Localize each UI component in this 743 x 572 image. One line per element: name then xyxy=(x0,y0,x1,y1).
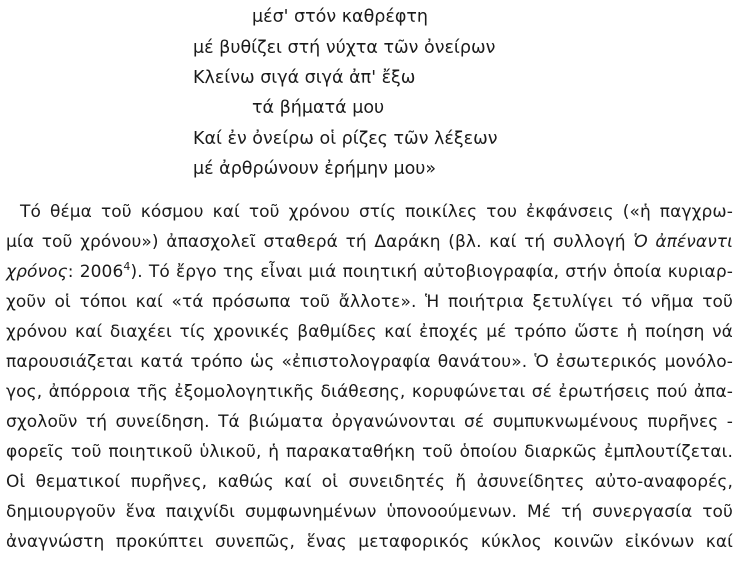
prose-line-3 xyxy=(6,260,733,282)
prose-line-12: ἀναγνώστη προκύπτει συνεπῶς, ἕνας μεταφορικός κύκλος κοινῶν εἰκόνων καί xyxy=(6,532,733,552)
prose-line-2-text: μία τοῦ χρόνου») ἀπασχολεῖ σταθερά τή Δαράκη (βλ. καί τή συλλογή xyxy=(6,232,626,252)
prose-line-9: φορεῖς τοῦ ποιητικοῦ ὑλικοῦ, ἡ παρακαταθήκη τοῦ ὁποίου διαρκῶς ἐμπλουτίζεται. xyxy=(6,442,733,462)
book-title-part-2: χρόνος xyxy=(6,262,68,282)
book-title-part-1: Ὁ ἀπέναντι xyxy=(633,232,733,252)
prose-line-7: γος, ἀπόρροια τῆς ἐξομολογητικῆς διάθεσης, κορυφώνεται σέ ἐρωτήσεις πού ἀπα- xyxy=(6,382,733,402)
prose-line-10: Οἱ θεματικοί πυρῆνες, καθώς καί οἱ συνειδητές ἤ ἀσυνείδητες αὐτο-αναφορές, xyxy=(6,472,733,492)
publication-year: : 2006 xyxy=(67,262,124,282)
prose-line-2 xyxy=(6,234,733,251)
poem-line-3: Κλείνω σιγά σιγά ἀπ' ἔξω xyxy=(193,68,416,88)
poem-line-1: μέσ' στόν καθρέφτη xyxy=(252,7,429,27)
prose-line-4: χοῦν οἱ τόποι καί «τά πρόσωπα τοῦ ἄλλοτε». Ἡ ποιήτρια ξετυλίγει τό νῆμα τοῦ xyxy=(6,292,733,312)
poem-line-6: μέ ἀρθρώνουν ἐρήμην μου» xyxy=(193,159,437,179)
prose-line-6: παρουσιάζεται κατά τρόπο ὡς «ἐπιστολογραφία θανάτου». Ὁ ἐσωτερικός μονόλο- xyxy=(6,352,733,372)
footnote-marker: 4 xyxy=(123,260,131,273)
poem-line-5: Καί ἐν ὀνείρω οἱ ρίζες τῶν λέξεων xyxy=(193,129,498,149)
prose-line-5: χρόνου καί διαχέει τίς χρονικές βαθμίδες καί ἐποχές μέ τρόπο ὥστε ἡ ποίηση νά xyxy=(6,322,733,342)
prose-line-1: Τό θέμα τοῦ κόσμου καί τοῦ χρόνου στίς ποικίλες του ἐκφάνσεις («ἡ παγχρω- xyxy=(20,202,733,222)
prose-line-11: δημιουργοῦν ἕνα παιχνίδι συμφωνημένων ὑπονοούμενων. Μέ τή συνεργασία τοῦ xyxy=(6,502,733,522)
prose-line-3-text: ). Τό ἔργο της εἶναι μιά ποιητική αὐτοβιογραφία, στήν ὁποία κυριαρ- xyxy=(130,262,733,282)
poem-line-2: μέ βυθίζει στή νύχτα τῶν ὀνείρων xyxy=(193,38,496,58)
prose-line-8: σχολοῦν τή συνείδηση. Τά βιώματα ὀργανώνονται σέ συμπυκνωμένους πυρῆνες - xyxy=(6,412,733,432)
poem-line-4: τά βήματά μου xyxy=(252,98,385,118)
